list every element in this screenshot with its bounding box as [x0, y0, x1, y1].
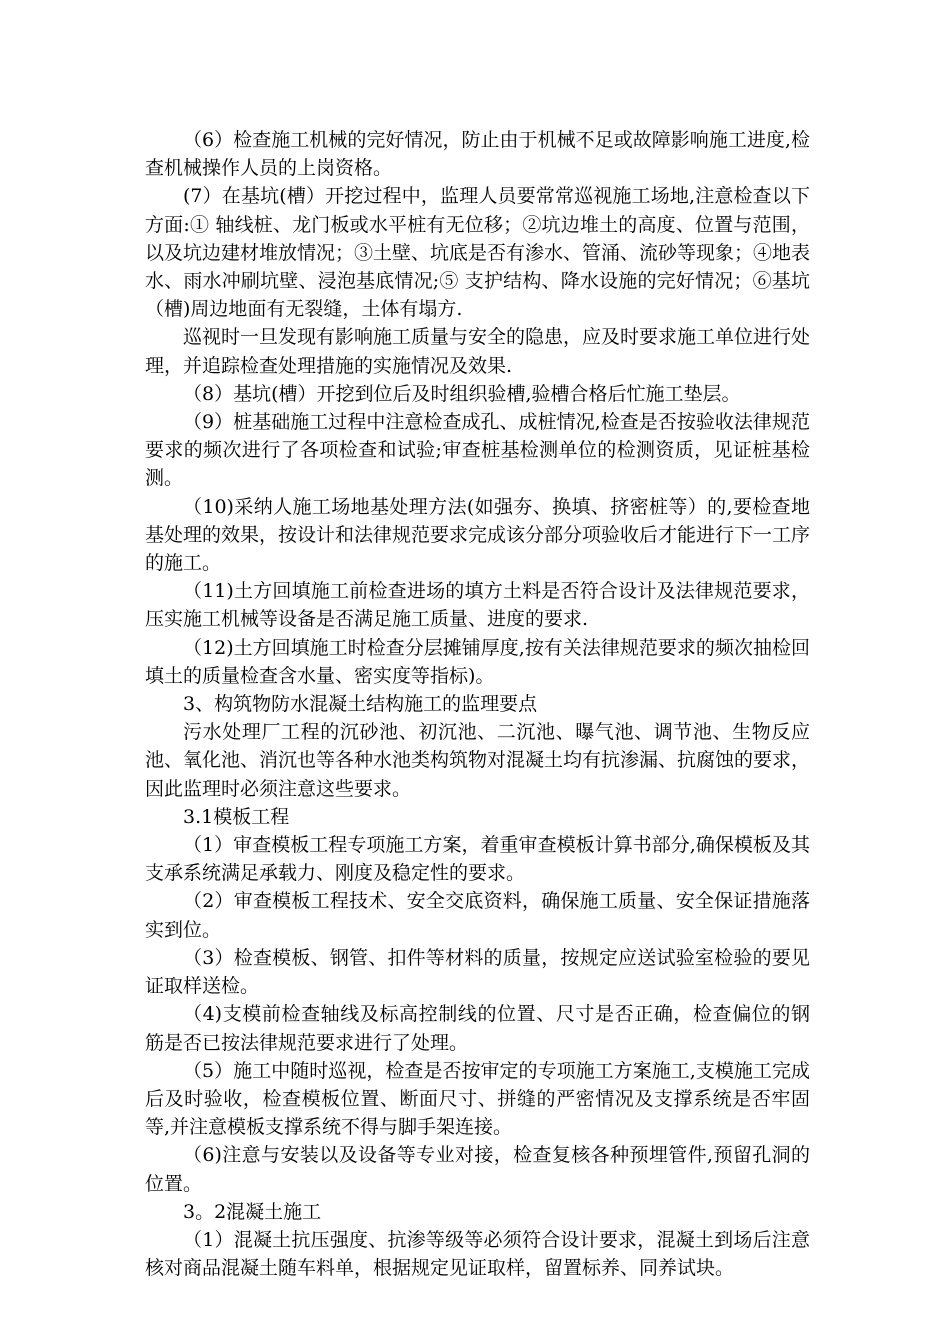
paragraph-3-1-item-4: （4)支模前检查轴线及标高控制线的位置、尺寸是否正确，检查偏位的钢筋是否已按法律规范要求进行了处理。	[145, 1003, 810, 1054]
paragraph-item-11: （11)土方回填施工前检查进场的填方土料是否符合设计及法律规范要求，压实施工机械等设备是否满足施工质量、进度的要求.	[145, 580, 810, 631]
paragraph-3-1-item-6: （6)注意与安装以及设备等专业对接，检查复核各种预埋管件,预留孔洞的位置。	[145, 1144, 810, 1195]
section-heading-3-1: 3.1模板工程	[183, 805, 290, 828]
section-heading-3-2: 3。2混凝土施工	[183, 1200, 322, 1223]
paragraph-item-12: （12)土方回填施工时检查分层摊铺厚度,按有关法律规范要求的频次抽检回填土的质量检查含水量、密实度等指标)。	[145, 636, 810, 687]
paragraph-item-10: （10)采纳人施工场地基处理方法(如强夯、换填、挤密桩等）的,要检查地基处理的效果，按设计和法律规范要求完成该分部分项验收后才能进行下一工序的施工。	[145, 495, 811, 575]
section-heading-3: 3、构筑物防水混凝土结构施工的监理要点	[183, 693, 538, 716]
paragraph-item-6: （6）检查施工机械的完好情况，防止由于机械不足或故障影响施工进度,检查机械操作人员的上岗资格。	[145, 129, 810, 180]
paragraph-3-1-item-3: （3）检查模板、钢管、扣件等材料的质量，按规定应送试验室检验的要见证取样送检。	[145, 946, 810, 998]
paragraph-item-9: （9）桩基础施工过程中注意检查成孔、成桩情况,检查是否按验收法律规范要求的频次进行了各项检查和试验;审查桩基检测单位的检测资质，见证桩基检测。	[145, 411, 810, 490]
paragraph-item-7: (7）在基坑(槽）开挖过程中，监理人员要常常巡视施工场地,注意检查以下方面:① 轴线桩、龙门板或水平桩有无位移；②坑边堆土的高度、位置与范围，以及坑边建材堆放情况；③土壁、坑底是否有渗水、管涌、流砂等现象；④地表水、雨水冲刷坑壁、浸泡基底情况;⑤ 支护结构、降水设施的完好情况；⑥基坑（槽)周边地面有无裂缝，土体有塌方.	[145, 185, 811, 321]
paragraph-patrol-note: 巡视时一旦发现有影响施工质量与安全的隐患，应及时要求施工单位进行处理，并追踪检查处理措施的实施情况及效果.	[145, 326, 811, 377]
paragraph-item-8: （8）基坑(槽）开挖到位后及时组织验槽,验槽合格后忙施工垫层。	[183, 382, 741, 405]
paragraph-section-3-intro: 污水处理厂工程的沉砂池、初沉池、二沉池、曝气池、调节池、生物反应池、氧化池、消沉也等各种水池类构筑物对混凝土均有抗渗漏、抗腐蚀的要求，因此监理时必须注意这些要求。	[145, 721, 811, 800]
paragraph-3-2-item-1: （1）混凝土抗压强度、抗渗等级等必须符合设计要求，混凝土到场后注意核对商品混凝土随车料单，根据规定见证取样，留置标养、同养试块。	[145, 1228, 810, 1280]
paragraph-3-1-item-1: （1）审查模板工程专项施工方案，着重审查模板计算书部分,确保模板及其支承系统满足承载力、刚度及稳定性的要求。	[145, 834, 810, 885]
paragraph-3-1-item-2: （2）审查模板工程技术、安全交底资料，确保施工质量、安全保证措施落实到位。	[145, 890, 810, 941]
paragraph-3-1-item-5: （5）施工中随时巡视，检查是否按审定的专项施工方案施工,支模施工完成后及时验收，检查模板位置、断面尺寸、拼缝的严密情况及支撑系统是否牢固等,并注意模板支撑系统不得与脚手架连接。	[145, 1059, 810, 1139]
document-body	[145, 126, 810, 1282]
